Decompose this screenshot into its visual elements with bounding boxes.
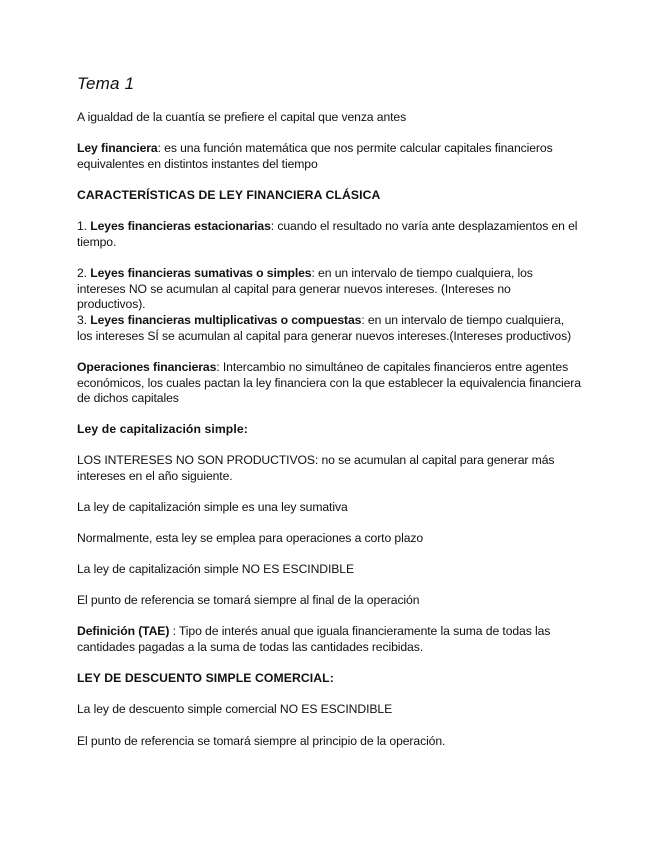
- term-sumativas: Leyes financieras sumativas o simples: [90, 266, 312, 280]
- paragraph-corto-plazo: Normalmente, esta ley se emplea para operaciones a corto plazo: [77, 531, 424, 545]
- paragraph-punto-referencia-final: El punto de referencia se tomará siempre al final de la operación: [77, 593, 420, 607]
- paragraph-definicion-tae: [77, 624, 582, 655]
- term-multiplicativas: Leyes financieras multiplicativas o compuestas: [90, 313, 362, 327]
- definition-estacionarias: : cuando el resultado no varía ante desplazamientos en el tiempo.: [77, 219, 578, 249]
- list-item-sumativas: [77, 266, 582, 313]
- definition-ley-financiera: : es una función matemática que nos permite calcular capitales financieros equivalentes en distintos instantes del tiempo: [77, 141, 553, 171]
- definition-multiplicativas: : en un intervalo de tiempo cualquiera, los intereses SÍ se acumulan al capital para generar nuevos intereses.(Intereses productivos): [77, 313, 572, 343]
- heading-caracteristicas: CARACTERÍSTICAS DE LEY FINANCIERA CLÁSICA: [77, 188, 381, 202]
- term-tae: Definición (TAE): [77, 624, 170, 638]
- paragraph-igualdad: A igualdad de la cuantía se prefiere el capital que venza antes: [77, 110, 407, 124]
- paragraph-intereses-no-productivos: LOS INTERESES NO SON PRODUCTIVOS: no se acumulan al capital para generar más intereses en el año siguiente.: [77, 453, 555, 483]
- paragraph-operaciones-financieras: [77, 360, 582, 407]
- heading-descuento-simple-comercial: LEY DE DESCUENTO SIMPLE COMERCIAL:: [77, 671, 334, 685]
- term-ley-financiera: Ley financiera: [77, 141, 158, 155]
- list-item-multiplicativas: [77, 313, 582, 344]
- heading-capitalizacion-simple: Ley de capitalización simple:: [77, 422, 248, 436]
- paragraph-ley-financiera: [77, 141, 582, 172]
- list-item-estacionarias: [77, 219, 582, 250]
- list-number: 2.: [77, 266, 91, 280]
- paragraph-ley-sumativa: La ley de capitalización simple es una ley sumativa: [77, 500, 348, 514]
- paragraph-no-escindible-capitalizacion: La ley de capitalización simple NO ES ESCINDIBLE: [77, 562, 354, 576]
- paragraph-punto-referencia-principio: El punto de referencia se tomará siempre al principio de la operación.: [77, 734, 446, 748]
- definition-sumativas: : en un intervalo de tiempo cualquiera, los intereses NO se acumulan al capital para generar nuevos intereses. (Intereses no productivos).: [77, 266, 533, 312]
- document-title: Tema 1: [77, 74, 135, 93]
- term-operaciones-financieras: Operaciones financieras: [77, 360, 217, 374]
- definition-operaciones-financieras: : Intercambio no simultáneo de capitales financieros entre agentes económicos, los cuales pactan la ley financiera con la que establecer la equivalencia financiera de dichos capitales: [77, 360, 581, 406]
- definition-tae: : Tipo de interés anual que iguala financieramente la suma de todas las cantidades pagadas a la suma de todas las cantidades recibidas.: [77, 624, 551, 654]
- list-number: 3.: [77, 313, 91, 327]
- list-number: 1.: [77, 219, 91, 233]
- paragraph-no-escindible-descuento: La ley de descuento simple comercial NO ES ESCINDIBLE: [77, 702, 393, 716]
- term-estacionarias: Leyes financieras estacionarias: [90, 219, 271, 233]
